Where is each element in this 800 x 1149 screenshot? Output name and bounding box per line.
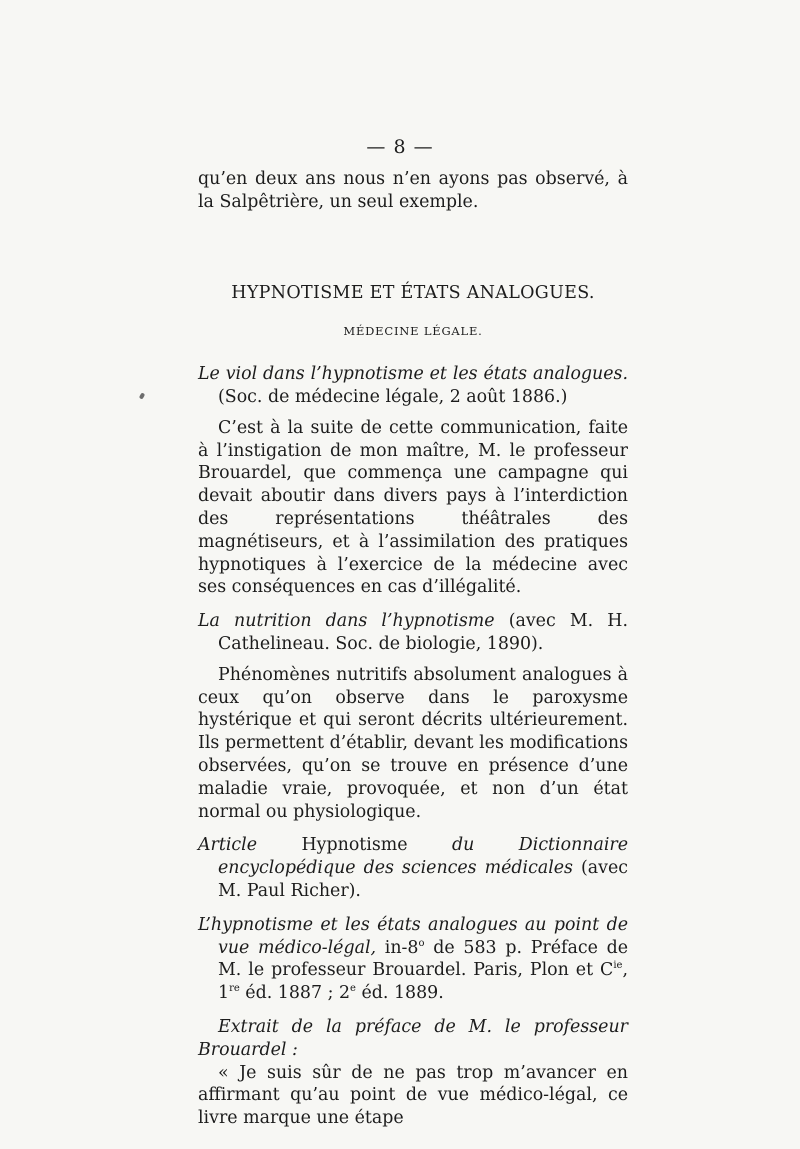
entry-citation-part: de 583 p. Préface de M. le professeur Brouardel. Paris, Plon et C <box>218 937 629 981</box>
entry-citation: (avec M. Paul Richer). <box>218 858 628 901</box>
entry-title: L’hypnotisme et les états analogues au point de vue médico-légal, <box>198 914 628 958</box>
extract-label-text: Extrait de la préface de M. le professeur Brouardel : <box>198 1016 628 1060</box>
entry-citation-part: éd. 1889. <box>355 983 444 1004</box>
continuation-paragraph: qu’en deux ans nous n’en ayons pas observé, à la Salpêtrière, un seul exemple. <box>198 169 628 212</box>
entry-citation: (avec M. H. Cathelineau. Soc. de biologie, 1890). <box>218 611 628 654</box>
superscript: re <box>229 983 240 995</box>
extract-label <box>198 1016 628 1062</box>
bibliography-entry <box>198 914 628 1005</box>
bibliography-entry <box>198 834 628 902</box>
section-subheading: MÉDECINE LÉGALE. <box>343 324 483 339</box>
entry-citation-part: , 1 <box>218 960 628 1004</box>
superscript: o <box>418 937 425 949</box>
superscript: ie <box>613 960 623 972</box>
entry-citation-part: in-8 <box>376 937 419 958</box>
page-body <box>198 168 628 1130</box>
entry-citation-part: éd. 1887 ; 2 <box>239 983 351 1004</box>
entry-title: Le viol dans l’hypnotisme et les états analogues. <box>198 364 628 385</box>
entry-lead: Article <box>198 835 258 856</box>
entry-title: La nutrition dans l’hypnotisme <box>198 611 495 632</box>
entry-citation: (Soc. de médecine légale, 2 août 1886.) <box>218 386 568 407</box>
ink-speck <box>139 392 145 399</box>
extract-quote: « Je suis sûr de ne pas trop m’avancer en affirmant qu’au point de vue médico-légal, ce livre marque une étape <box>198 1062 628 1129</box>
section-heading: HYPNOTISME ET ÉTATS ANALOGUES. <box>231 282 595 303</box>
superscript: e <box>350 983 356 995</box>
bibliography-entry <box>198 610 628 656</box>
entry-description: C’est à la suite de cette communication, faite à l’instigation de mon maître, M. le professeur Brouardel, que commença une campagne qui devait aboutir dans divers pays à l’interdiction des représentations théâtrales des magnétiseurs, et à l’assimilation des pratiques hypnotiques à l’exercice de la médecine avec ses conséquences en cas d’illégalité. <box>198 417 628 598</box>
bibliography-entry <box>198 363 628 409</box>
entry-title: du Dictionnaire encyclopédique des sciences médicales <box>218 835 629 879</box>
entry-mid: Hypnotisme <box>257 835 453 856</box>
entry-description: Phénomènes nutritifs absolument analogues à ceux qu’on observe dans le paroxysme hystérique et qui seront décrits ultérieurement. Ils permettent d’établir, devant les modifications observées, qu’on se trouve en présence d’une maladie vraie, provoquée, et non d’un état normal ou physiologique. <box>198 664 628 822</box>
page-number: — 8 — <box>366 136 434 158</box>
